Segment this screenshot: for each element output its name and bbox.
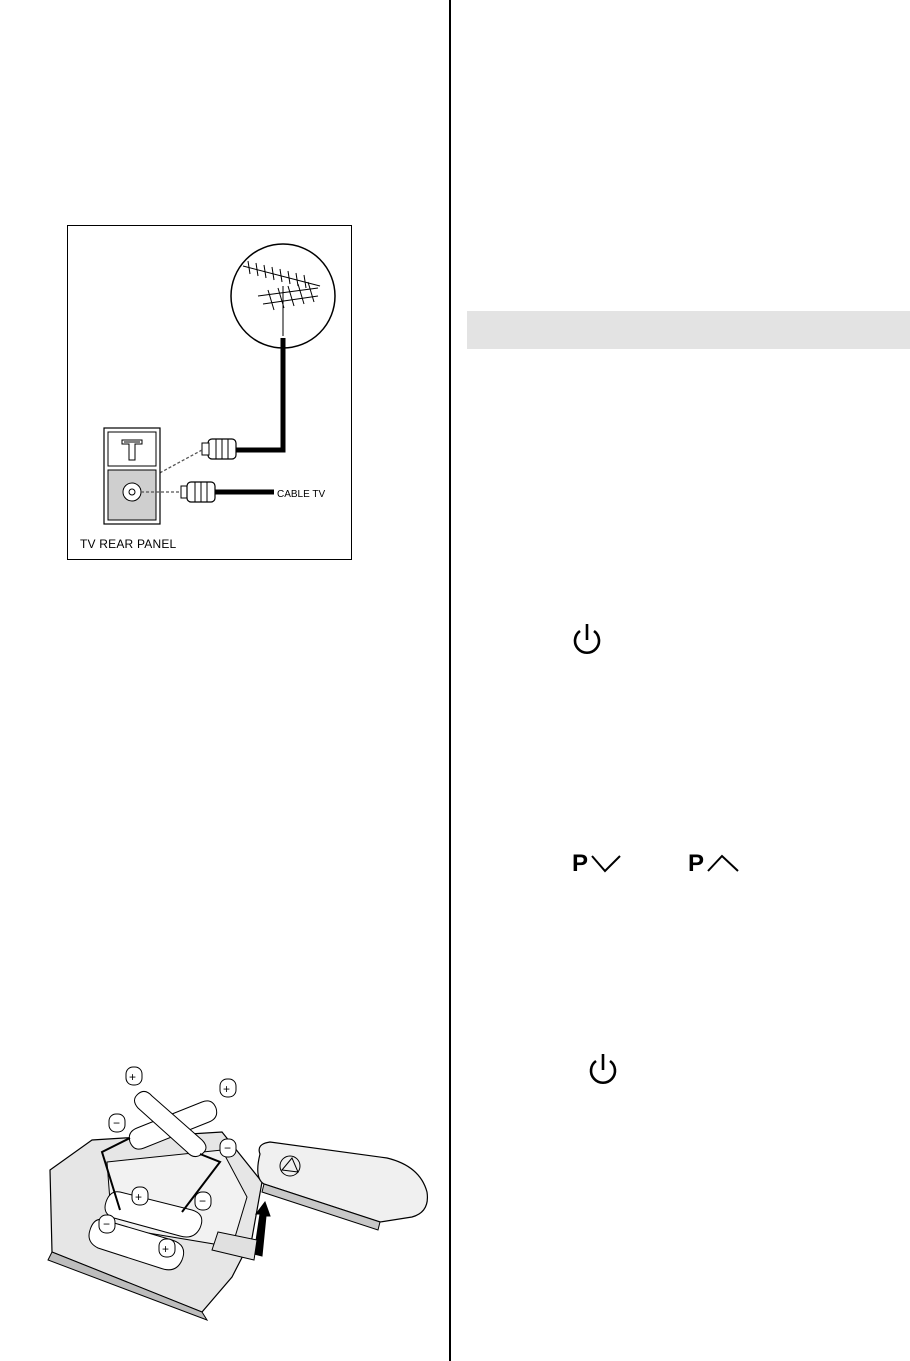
svg-text:−: − (103, 1217, 111, 1231)
standby-power-icon (570, 620, 604, 658)
tv-rear-panel-label: TV REAR PANEL (80, 537, 177, 551)
antenna-plug-top (202, 439, 236, 459)
antenna-diagram-art (68, 226, 353, 561)
svg-text:+: + (129, 1070, 137, 1084)
program-down-icon (572, 849, 626, 877)
svg-text:−: − (224, 1141, 232, 1155)
battery-cover (258, 1142, 428, 1230)
svg-text:−: − (199, 1194, 207, 1208)
column-divider (449, 0, 451, 1361)
antenna-connection-diagram (67, 225, 352, 560)
svg-text:−: − (113, 1116, 121, 1130)
standby-power-icon-2 (586, 1050, 620, 1088)
program-down-letter: P (572, 850, 589, 877)
section-heading-band (467, 311, 910, 349)
program-up-icon (688, 849, 744, 877)
remote-battery-illustration (42, 1062, 437, 1322)
svg-text:+: + (223, 1082, 231, 1096)
cable-tv-label: CABLE TV (277, 489, 326, 500)
svg-text:+: + (135, 1190, 143, 1204)
program-up-letter: P (688, 850, 705, 877)
svg-text:+: + (162, 1242, 170, 1256)
antenna-plug-bottom (181, 482, 215, 502)
